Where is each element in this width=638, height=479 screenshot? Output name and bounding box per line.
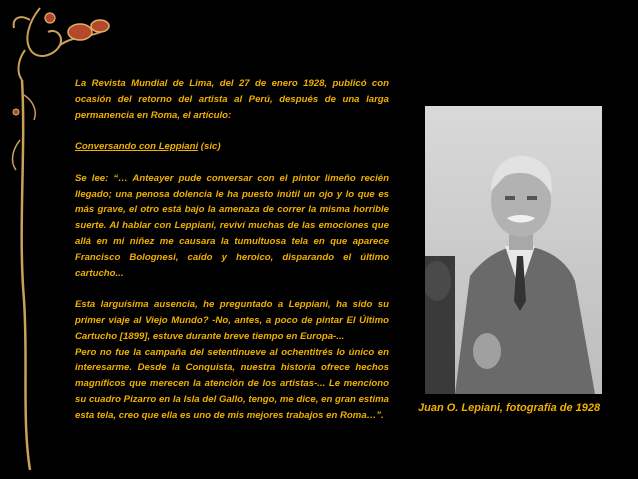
quote-paragraph-2: Esta larguísima ausencia, he preguntado a Leppiani, ha sido su primer viaje al Viejo Mundo? -No, antes, a poco de pintar El Último Cartucho [1899], estuve durante breve tiempo en Europa-...: [75, 299, 389, 342]
portrait-photo: [425, 106, 602, 394]
heading-suffix: (sic): [198, 141, 221, 153]
article-text: [75, 76, 389, 424]
quote-paragraph-1: Se lee: “… Anteayer pude conversar con el pintor limeño recién llegado; una penosa dolencia le ha puesto inútil un ojo y lo que es más grave, el otro está bajo la amenaza de correr la misma horrible suerte. Al hablar con Leppiani, reviví muchas de las emociones que allá en mi niñez me causara la tumultuosa tela en que aparece Francisco Bolognesi, caído y heroico, disparando el último cartucho...: [75, 172, 389, 279]
quote-paragraph-3: Pero no fue la campaña del setentinueve al ochentitrés lo único en interesarme. Desde la Conquista, nuestra historia ofrece hechos magníficos que merecen la atención de los artistas-... Le menciono su cuadro Pizarro en la Isla del Gallo, tengo, me dice, en gran estima esta tela, creo que ella es uno de mis mejores trabajos en Roma…”.: [75, 346, 389, 421]
article-heading: [75, 139, 389, 155]
intro-paragraph: La Revista Mundial de Lima, del 27 de enero 1928, publicó con ocasión del retorno del artista al Perú, después de una larga permanencia en Roma, el artículo:: [75, 78, 389, 121]
photo-caption: Juan O. Lepiani, fotografía de 1928: [418, 402, 601, 414]
heading-link[interactable]: Conversando con Leppiani: [75, 141, 199, 153]
